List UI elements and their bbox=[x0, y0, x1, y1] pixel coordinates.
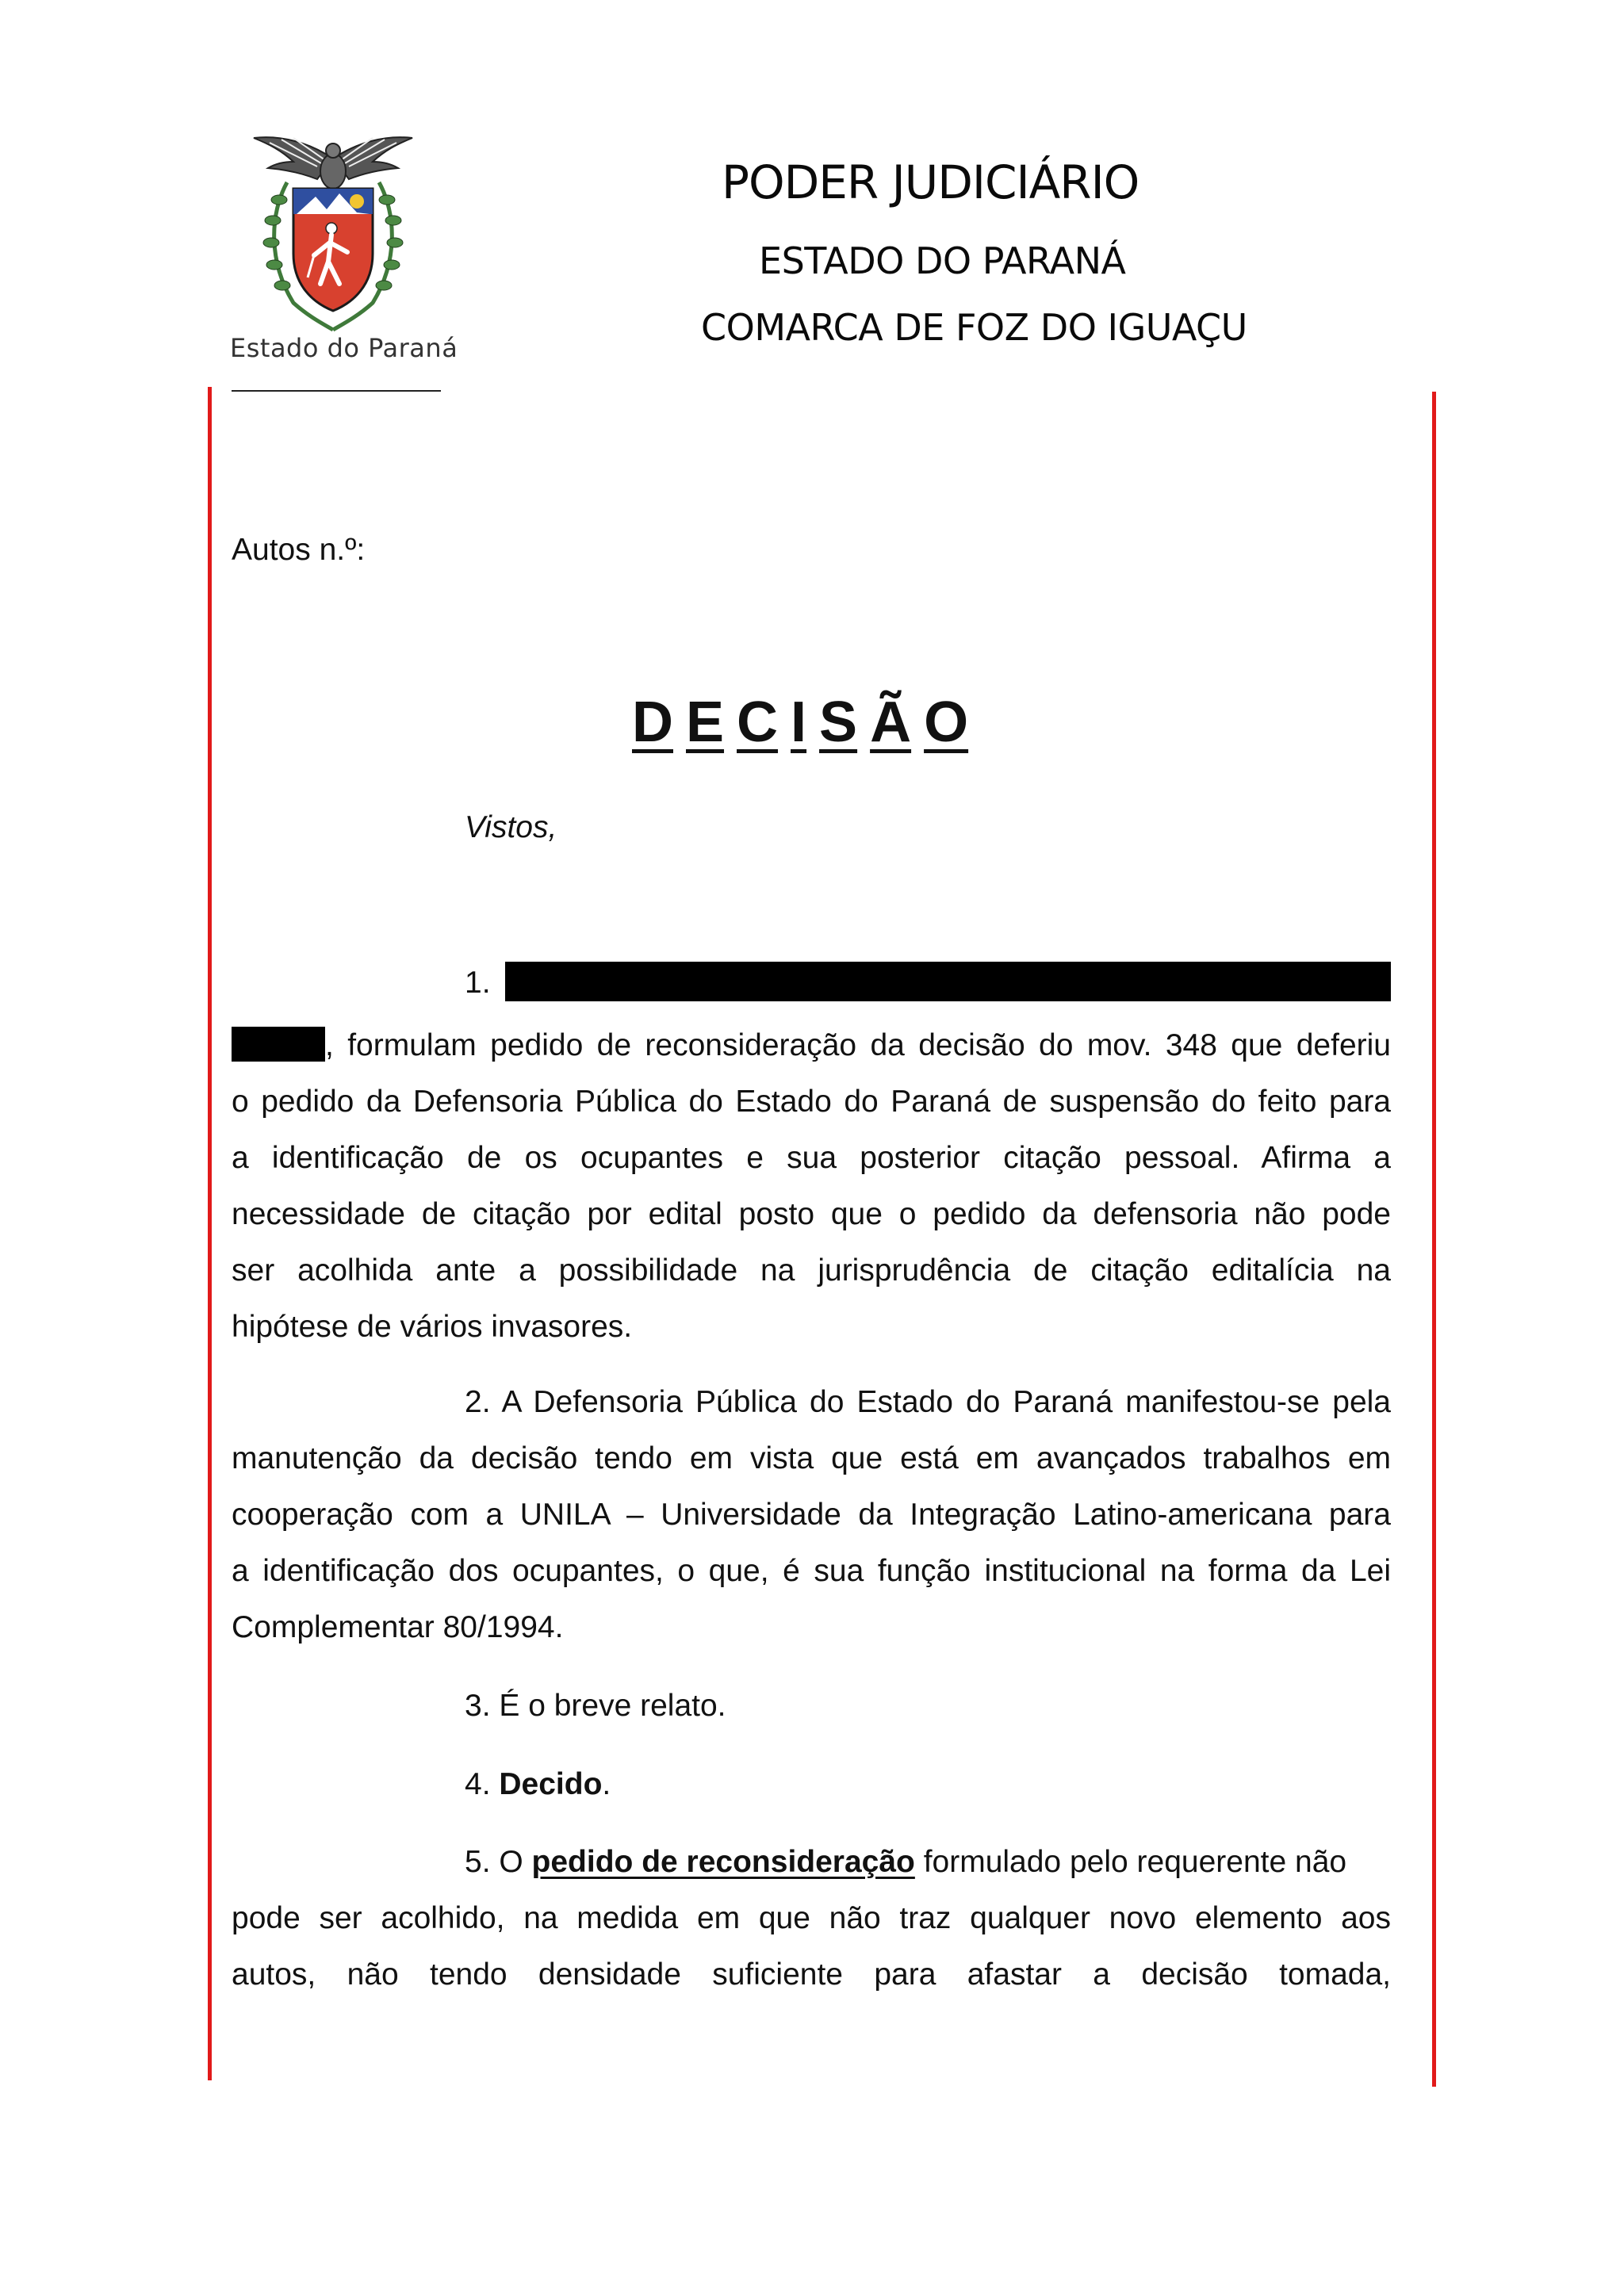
paragraph-line: pode ser acolhido, na medida em que não traz qualquer novo elemento aos bbox=[232, 1901, 1391, 1935]
title-letter: O bbox=[924, 691, 969, 754]
reconsideration-request-emphasis: pedido de reconsideração bbox=[531, 1845, 915, 1879]
title-letter: S bbox=[819, 691, 858, 754]
paragraph-line: ser acolhida ante a possibilidade na jurisprudência de citação editalícia na bbox=[232, 1253, 1391, 1288]
coat-of-arms-label: Estado do Paraná bbox=[230, 333, 458, 363]
paragraph-4-number: 4. bbox=[465, 1767, 500, 1801]
redaction-block bbox=[505, 962, 1391, 1001]
left-margin-line bbox=[208, 387, 212, 2080]
header-estado: ESTADO DO PARANÁ bbox=[759, 239, 1126, 282]
redaction-block bbox=[232, 1027, 325, 1062]
paragraph-1-number: 1. bbox=[465, 966, 491, 1000]
title-letter: D bbox=[632, 691, 673, 754]
coat-of-arms-emblem bbox=[238, 127, 428, 341]
paragraph-line: autos, não tendo densidade suficiente para afastar a decisão tomada, bbox=[232, 1957, 1391, 1992]
header-underline bbox=[232, 390, 441, 392]
paragraph-4-suffix: . bbox=[602, 1767, 611, 1801]
header-poder-judiciario: PODER JUDICIÁRIO bbox=[722, 155, 1139, 209]
title-letter: C bbox=[737, 691, 779, 754]
case-number-label: Autos n.º: bbox=[232, 533, 366, 567]
salutation: Vistos, bbox=[465, 810, 557, 844]
paragraph-line: 2. A Defensoria Pública do Estado do Paraná manifestou-se pela bbox=[465, 1385, 1391, 1419]
paragraph-3: 3. É o breve relato. bbox=[465, 1689, 726, 1723]
right-margin-line bbox=[1432, 392, 1436, 2087]
paragraph-line: formulado pelo requerente não bbox=[914, 1845, 1347, 1879]
paragraph-5-number: 5. O bbox=[465, 1845, 532, 1879]
paragraph-line: necessidade de citação por edital posto que o pedido da defensoria não pode bbox=[232, 1197, 1391, 1231]
paragraph-line: a identificação de os ocupantes e sua posterior citação pessoal. Afirma a bbox=[232, 1141, 1391, 1175]
title-letter: E bbox=[686, 691, 725, 754]
title-letter: Ã bbox=[870, 691, 912, 754]
paragraph-2 bbox=[232, 1374, 1391, 1655]
decido-label: Decido bbox=[499, 1767, 603, 1801]
paragraph-line: a identificação dos ocupantes, o que, é sua função institucional na forma da Lei bbox=[232, 1554, 1391, 1588]
title-letter: I bbox=[791, 691, 807, 754]
paragraph-line: , formulam pedido de reconsideração da decisão do mov. 348 que deferiu bbox=[325, 1028, 1391, 1062]
paragraph-line: cooperação com a UNILA – Universidade da Integração Latino-americana para bbox=[232, 1498, 1391, 1532]
paragraph-line: hipótese de vários invasores. bbox=[232, 1310, 633, 1344]
paragraph-4 bbox=[465, 1769, 611, 1800]
paragraph-line: manutenção da decisão tendo em vista que está em avançados trabalhos em bbox=[232, 1441, 1391, 1475]
paragraph-line: o pedido da Defensoria Pública do Estado do Paraná de suspensão do feito para bbox=[232, 1085, 1391, 1119]
document-title bbox=[632, 690, 968, 755]
paragraph-5 bbox=[232, 1834, 1391, 2003]
header-comarca: COMARCA DE FOZ DO IGUAÇU bbox=[701, 306, 1247, 349]
paragraph-1 bbox=[232, 1017, 1391, 1355]
paragraph-line: Complementar 80/1994. bbox=[232, 1610, 564, 1644]
